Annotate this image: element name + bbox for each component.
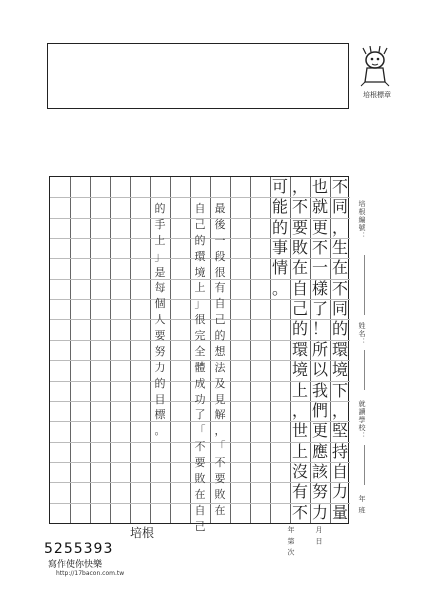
form-serial-line (364, 255, 365, 315)
grid-cell-line (230, 482, 250, 483)
grid-cell-line (70, 279, 90, 280)
grid-column-rule (130, 177, 131, 523)
comment-char: 後 (214, 217, 226, 231)
grid-cell-line (70, 503, 90, 504)
grid-cell-line (70, 197, 90, 198)
grid-column-rule (90, 177, 91, 523)
grid-cell-line (130, 279, 150, 280)
grid-cell-line (110, 401, 130, 402)
grid-cell-line (50, 299, 70, 300)
grid-cell-line (110, 258, 130, 259)
essay-char: 不 (291, 197, 308, 217)
grid-cell-line (230, 503, 250, 504)
grid-cell-line (70, 442, 90, 443)
grid-cell-line (250, 381, 270, 382)
brand-slogan: 寫作使你快樂 (48, 560, 103, 570)
essay-char: 自 (331, 461, 348, 481)
comment-char: 敗 (194, 471, 206, 485)
grid-cell-line (250, 319, 270, 320)
essay-char: 世 (291, 421, 308, 441)
grid-cell-line (170, 381, 190, 382)
grid-cell-line (250, 442, 270, 443)
grid-cell-line (130, 360, 150, 361)
grid-cell-line (130, 462, 150, 463)
grid-cell-line (230, 218, 250, 219)
grid-cell-line (170, 340, 190, 341)
essay-char: 堅 (331, 421, 348, 441)
comment-char: 解 (214, 408, 226, 422)
comment-char: 每 (154, 281, 166, 295)
grid-cell-line (270, 319, 290, 320)
grid-cell-line (170, 238, 190, 239)
essay-char: 己 (291, 299, 308, 319)
grid-cell-line (50, 482, 70, 483)
grid-cell-line (90, 381, 110, 382)
comment-char: 人 (154, 313, 166, 327)
essay-char: 同 (331, 197, 348, 217)
grid-cell-line (50, 258, 70, 259)
grid-cell-line (90, 462, 110, 463)
comment-char: 要 (154, 329, 166, 342)
comment-char: 在 (194, 487, 206, 501)
comment-char: 。 (154, 424, 166, 438)
grid-cell-line (250, 258, 270, 259)
grid-cell-line (150, 462, 170, 463)
grid-cell-line (230, 340, 250, 341)
comment-char: 完 (194, 329, 206, 342)
comment-char: 個 (154, 297, 166, 311)
grid-cell-line (50, 381, 70, 382)
grid-cell-line (130, 340, 150, 341)
essay-char: 更 (311, 421, 328, 441)
grid-cell-line (150, 482, 170, 483)
grader-signature: 培根 (130, 526, 155, 540)
grid-cell-line (110, 299, 130, 300)
comment-char: 境 (194, 265, 206, 279)
essay-char: 應 (311, 441, 328, 461)
grid-cell-line (70, 421, 90, 422)
comment-char: 不 (194, 440, 206, 454)
grid-cell-line (230, 442, 250, 443)
grid-cell-line (170, 299, 190, 300)
comment-char: 想 (214, 344, 226, 358)
grid-cell-line (50, 421, 70, 422)
form-school-label: 就讀學校： (358, 400, 366, 440)
essay-char: 能 (271, 197, 288, 217)
essay-char: 的 (291, 319, 308, 339)
grid-column-rule (110, 177, 111, 523)
essay-char: 持 (331, 441, 348, 461)
essay-char: 不 (291, 502, 308, 522)
essay-char: 上 (291, 441, 308, 461)
comment-char: 法 (214, 360, 226, 374)
grid-cell-line (270, 299, 290, 300)
form-serial-label: 培根編號： (358, 200, 366, 240)
grid-cell-line (90, 218, 110, 219)
comment-char: 己 (214, 313, 226, 327)
grid-cell-line (230, 462, 250, 463)
grid-cell-line (170, 503, 190, 504)
comment-char: 要 (194, 456, 206, 469)
grid-column-rule (230, 177, 231, 523)
comment-char: 在 (214, 503, 226, 517)
grid-cell-line (190, 197, 210, 198)
grid-cell-line (50, 462, 70, 463)
grid-cell-line (170, 360, 190, 361)
comment-char: 己 (194, 217, 206, 231)
grid-cell-line (90, 360, 110, 361)
essay-char: ， (331, 400, 348, 420)
essay-char: 在 (331, 258, 348, 278)
essay-char: ， (331, 217, 348, 237)
comment-char: 要 (214, 471, 226, 485)
document-number: 5255393 (44, 541, 114, 557)
bacon-logo-icon (355, 46, 395, 90)
grid-cell-line (130, 503, 150, 504)
comment-char: 目 (154, 392, 166, 406)
grid-cell-line (250, 503, 270, 504)
essay-char: 環 (291, 339, 308, 359)
grid-cell-line (250, 197, 270, 198)
essay-char: 力 (311, 502, 328, 522)
essay-char: 環 (331, 339, 348, 359)
comment-char: 及 (214, 376, 226, 390)
essay-char: 境 (291, 360, 308, 380)
grid-cell-line (170, 319, 190, 320)
grid-cell-line (130, 218, 150, 219)
essay-char: ， (291, 400, 308, 420)
grid-cell-line (130, 401, 150, 402)
grid-cell-line (90, 442, 110, 443)
essay-char: 一 (311, 258, 328, 278)
comment-char: 上 (154, 233, 166, 247)
grid-cell-line (170, 462, 190, 463)
comment-char: 見 (214, 392, 226, 406)
grid-cell-line (170, 442, 190, 443)
essay-char: 不 (331, 278, 348, 298)
grid-cell-line (90, 319, 110, 320)
grid-cell-line (250, 238, 270, 239)
grid-cell-line (90, 340, 110, 341)
grid-column-rule (250, 177, 251, 523)
grid-cell-line (230, 360, 250, 361)
essay-char: 不 (331, 177, 348, 196)
grid-cell-line (230, 279, 250, 280)
comment-char: 成 (194, 376, 206, 390)
comment-char: 標 (154, 408, 166, 422)
form-name-line (364, 350, 365, 390)
grid-cell-line (130, 442, 150, 443)
grid-cell-line (90, 238, 110, 239)
comment-char: 「 (214, 440, 226, 454)
grid-cell-line (270, 442, 290, 443)
grid-cell-line (250, 340, 270, 341)
grid-cell-line (90, 482, 110, 483)
grid-cell-line (70, 401, 90, 402)
essay-char: 就 (311, 197, 328, 217)
essay-char: 不 (311, 238, 328, 258)
grid-cell-line (250, 421, 270, 422)
grid-cell-line (130, 197, 150, 198)
grid-cell-line (230, 238, 250, 239)
grid-cell-line (230, 421, 250, 422)
grid-cell-line (270, 381, 290, 382)
grid-cell-line (130, 421, 150, 422)
essay-char: 力 (331, 482, 348, 502)
grid-cell-line (50, 197, 70, 198)
form-name-label: 姓名： (358, 322, 366, 346)
essay-char: 我 (311, 380, 328, 400)
grid-cell-line (170, 258, 190, 259)
essay-char: 同 (331, 299, 348, 319)
grid-cell-line (50, 279, 70, 280)
grid-cell-line (270, 360, 290, 361)
grid-cell-line (270, 503, 290, 504)
grid-cell-line (150, 197, 170, 198)
grid-cell-line (130, 258, 150, 259)
grid-cell-line (110, 279, 130, 280)
brand-url: http://17bacon.com.tw (56, 570, 125, 577)
essay-char: 下 (331, 380, 348, 400)
essay-char: 沒 (291, 461, 308, 481)
comment-char: 很 (214, 265, 226, 279)
comment-char: 的 (194, 233, 206, 247)
grid-cell-line (230, 197, 250, 198)
grid-cell-line (130, 319, 150, 320)
grid-cell-line (50, 503, 70, 504)
grid-cell-line (130, 299, 150, 300)
comment-char: 功 (194, 392, 206, 406)
grid-cell-line (70, 381, 90, 382)
comment-char: 力 (154, 360, 166, 374)
grid-cell-line (150, 503, 170, 504)
grid-cell-line (110, 462, 130, 463)
grid-cell-line (70, 299, 90, 300)
grid-cell-line (250, 462, 270, 463)
comment-char: 最 (214, 202, 226, 215)
grid-cell-line (170, 421, 190, 422)
grid-cell-line (90, 279, 110, 280)
essay-char: 。 (271, 278, 288, 298)
grid-cell-line (250, 482, 270, 483)
comment-char: 的 (154, 202, 166, 215)
grid-cell-line (110, 381, 130, 382)
comment-char: 」 (194, 297, 206, 311)
comment-char: 一 (214, 233, 226, 247)
grid-cell-line (110, 319, 130, 320)
header-blank-box (47, 43, 349, 109)
essay-char: 們 (311, 400, 328, 420)
essay-char: 有 (291, 482, 308, 502)
grid-cell-line (90, 299, 110, 300)
grid-cell-line (130, 238, 150, 239)
form-grade-label: 年 班 (358, 495, 366, 515)
grid-cell-line (50, 360, 70, 361)
grid-cell-line (50, 401, 70, 402)
grid-cell-line (250, 299, 270, 300)
grid-cell-line (110, 238, 130, 239)
essay-char: 事 (271, 238, 288, 258)
essay-char: 該 (311, 461, 328, 481)
grid-cell-line (70, 319, 90, 320)
form-round-label: 年 第 次 (287, 526, 295, 557)
essay-char: 了 (311, 299, 328, 319)
essay-char: 情 (271, 258, 288, 278)
comment-char: 的 (214, 329, 226, 342)
grid-cell-line (50, 238, 70, 239)
essay-char: 生 (331, 238, 348, 258)
grid-cell-line (70, 482, 90, 483)
grid-cell-line (110, 360, 130, 361)
comment-char: 有 (214, 281, 226, 295)
grid-cell-line (170, 197, 190, 198)
comment-char: ， (214, 424, 226, 438)
comment-char: 自 (194, 202, 206, 215)
essay-char: 可 (271, 177, 288, 196)
comment-char: 努 (154, 344, 166, 358)
comment-char: 是 (154, 265, 166, 279)
grid-cell-line (170, 482, 190, 483)
comment-char: 體 (194, 360, 206, 374)
essay-char: 也 (311, 177, 328, 196)
comment-char: 上 (194, 281, 206, 295)
grid-cell-line (90, 503, 110, 504)
essay-char: ， (291, 177, 308, 196)
essay-char: 的 (271, 217, 288, 237)
grid-cell-line (270, 462, 290, 463)
grid-cell-line (70, 360, 90, 361)
essay-char: 敗 (291, 238, 308, 258)
essay-char: 努 (311, 482, 328, 502)
grid-cell-line (210, 197, 230, 198)
grid-cell-line (110, 503, 130, 504)
grid-cell-line (50, 340, 70, 341)
grid-cell-line (230, 319, 250, 320)
grid-cell-line (270, 421, 290, 422)
grid-cell-line (270, 482, 290, 483)
grid-cell-line (230, 258, 250, 259)
grid-cell-line (150, 442, 170, 443)
form-school-line (364, 445, 365, 485)
grid-cell-line (90, 421, 110, 422)
grid-cell-line (110, 442, 130, 443)
grid-cell-line (230, 299, 250, 300)
grid-cell-line (110, 218, 130, 219)
essay-char: 境 (331, 360, 348, 380)
grid-cell-line (110, 482, 130, 483)
comment-char: 不 (214, 456, 226, 469)
grid-cell-line (130, 381, 150, 382)
essay-char: ！ (311, 319, 328, 339)
grid-cell-line (250, 360, 270, 361)
comment-char: 敗 (214, 487, 226, 501)
grid-cell-line (50, 218, 70, 219)
comment-char: 了 (194, 408, 206, 422)
grid-cell-line (130, 482, 150, 483)
comment-char: 很 (194, 313, 206, 327)
grid-cell-line (230, 381, 250, 382)
grid-cell-line (50, 442, 70, 443)
comment-char: 的 (154, 376, 166, 390)
grid-cell-line (170, 218, 190, 219)
essay-char: 在 (291, 258, 308, 278)
grid-cell-line (90, 401, 110, 402)
essay-char: 自 (291, 278, 308, 298)
grid-cell-line (70, 238, 90, 239)
essay-char: 樣 (311, 278, 328, 298)
grid-cell-line (270, 340, 290, 341)
comment-char: 自 (214, 297, 226, 311)
comment-char: 」 (154, 249, 166, 263)
grid-cell-line (250, 218, 270, 219)
grid-column-rule (70, 177, 71, 523)
grid-cell-line (110, 197, 130, 198)
comment-char: 環 (194, 249, 206, 263)
comment-char: 段 (214, 249, 226, 263)
grid-cell-line (110, 421, 130, 422)
grid-cell-line (50, 319, 70, 320)
grid-cell-line (170, 401, 190, 402)
essay-char: 以 (311, 360, 328, 380)
grid-cell-line (70, 462, 90, 463)
grid-cell-line (70, 340, 90, 341)
comment-char: 自 (194, 503, 206, 517)
comment-char: 手 (154, 217, 166, 231)
essay-char: 上 (291, 380, 308, 400)
grid-cell-line (110, 340, 130, 341)
grid-cell-line (270, 401, 290, 402)
grid-cell-line (70, 218, 90, 219)
grid-cell-line (170, 279, 190, 280)
comment-char: 「 (194, 424, 206, 438)
grid-cell-line (90, 258, 110, 259)
logo-caption: 培根標章 (363, 91, 391, 99)
grid-cell-line (90, 197, 110, 198)
essay-char: 要 (291, 217, 308, 237)
essay-char: 所 (311, 339, 328, 359)
grid-cell-line (70, 258, 90, 259)
essay-char: 的 (331, 319, 348, 339)
comment-char: 己 (194, 519, 206, 533)
grid-cell-line (230, 401, 250, 402)
grid-column-rule (170, 177, 171, 523)
grid-cell-line (250, 279, 270, 280)
grid-cell-line (250, 401, 270, 402)
essay-char: 更 (311, 217, 328, 237)
form-month-label: 月 日 (315, 526, 323, 546)
comment-char: 全 (194, 344, 206, 358)
essay-char: 量 (331, 502, 348, 522)
